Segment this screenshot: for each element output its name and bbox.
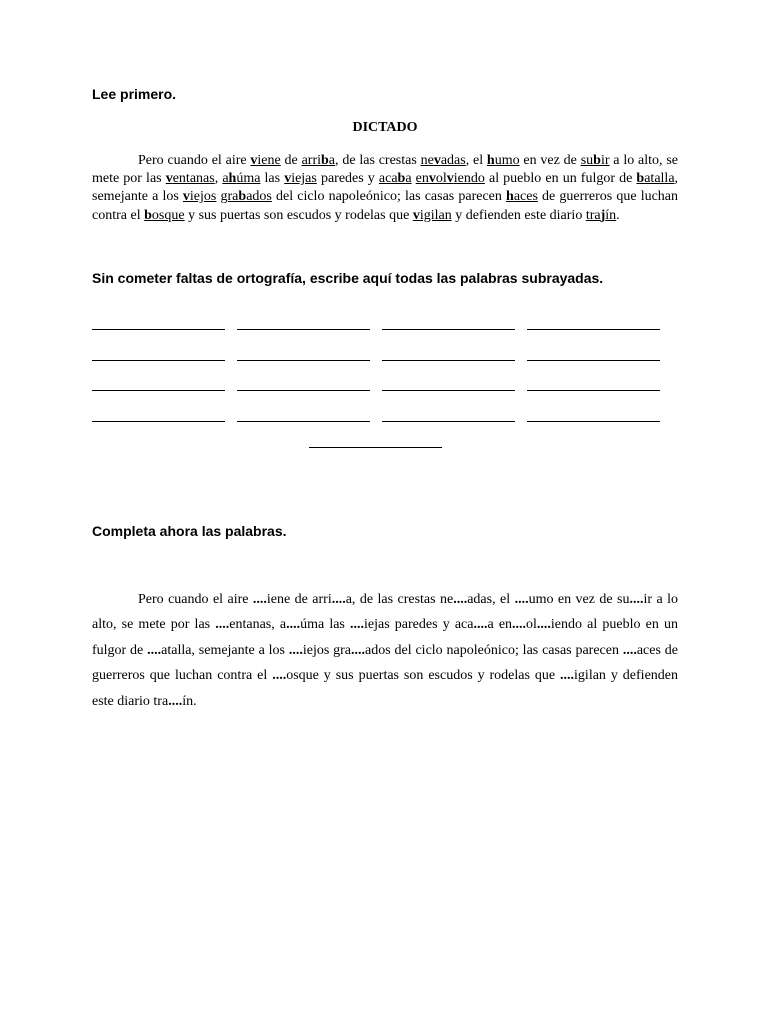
underlined-word: haces: [506, 189, 538, 205]
answer-blank-line[interactable]: [92, 421, 225, 422]
instruction-complete-words: Completa ahora las palabras.: [92, 523, 287, 539]
underlined-word: viejas: [284, 171, 317, 187]
underlined-word: acaba: [378, 171, 412, 187]
answer-blank-line[interactable]: [237, 360, 370, 361]
dictation-title: DICTADO: [352, 120, 418, 135]
answer-blank-line[interactable]: [92, 360, 225, 361]
answer-blank-line[interactable]: [382, 390, 515, 391]
underlined-word: viejos: [182, 189, 217, 205]
answer-blank-line[interactable]: [237, 421, 370, 422]
answer-blank-line[interactable]: [382, 329, 515, 330]
answer-blank-line[interactable]: [527, 421, 660, 422]
underlined-word: bosque: [144, 207, 185, 223]
dictation-paragraph: Pero cuando el aire viene de arriba, de las crestas nevadas, el humo en vez de subir a lo alto, se mete por las ventanas, ahúma las viejas paredes y acaba envolviendo al pueblo en un fulgor de batalla, semejante a los viejos grabados del ciclo napoleónico; las casas parecen haces de guerreros que luchan contra el bosque y sus puertas son escudos y rodelas que vigilan y defienden este diario trajín.: [92, 153, 679, 223]
underlined-word: envolviendo: [415, 171, 485, 187]
answer-blank-line[interactable]: [237, 390, 370, 391]
answer-blank-line[interactable]: [527, 329, 660, 330]
underlined-word: trajín: [585, 207, 617, 223]
underlined-word: vigilan: [412, 207, 452, 223]
answer-blank-line[interactable]: [237, 329, 370, 330]
underlined-word: batalla: [636, 171, 675, 187]
underlined-word: nevadas: [420, 153, 466, 168]
answer-blank-line[interactable]: [527, 360, 660, 361]
underlined-word: viene: [250, 153, 281, 168]
underlined-word: humo: [486, 153, 520, 168]
underlined-word: subir: [580, 153, 610, 168]
underlined-word: grabados: [220, 189, 272, 205]
answer-blank-line[interactable]: [382, 421, 515, 422]
intro-heading: Lee primero.: [92, 86, 177, 102]
answer-blank-line[interactable]: [382, 360, 515, 361]
underlined-word: ahúma: [222, 171, 261, 187]
underlined-word: arriba: [301, 153, 336, 168]
completion-paragraph: Pero cuando el aire ....iene de arri....a, de las crestas ne....adas, el ....umo en vez de su....ir a lo alto, se mete por las ....entanas, a....úma las ....iejas paredes y aca....a en....ol....iendo al pueblo en un fulgor de ....atalla, semejante a los ....iejos gra....ados del ciclo napoleónico; las casas parecen ....aces de guerreros que luchan contra el ....osque y sus puertas son escudos y rodelas que ....igilan y defienden este diario tra....ín.: [92, 592, 679, 709]
answer-blank-line[interactable]: [527, 390, 660, 391]
answer-blank-line[interactable]: [92, 329, 225, 330]
answer-blank-line[interactable]: [309, 447, 442, 448]
instruction-write-underlined-words: Sin cometer faltas de ortografía, escribe aquí todas las palabras subrayadas.: [92, 270, 604, 286]
answer-blank-line[interactable]: [92, 390, 225, 391]
underlined-word: ventanas: [165, 171, 215, 187]
